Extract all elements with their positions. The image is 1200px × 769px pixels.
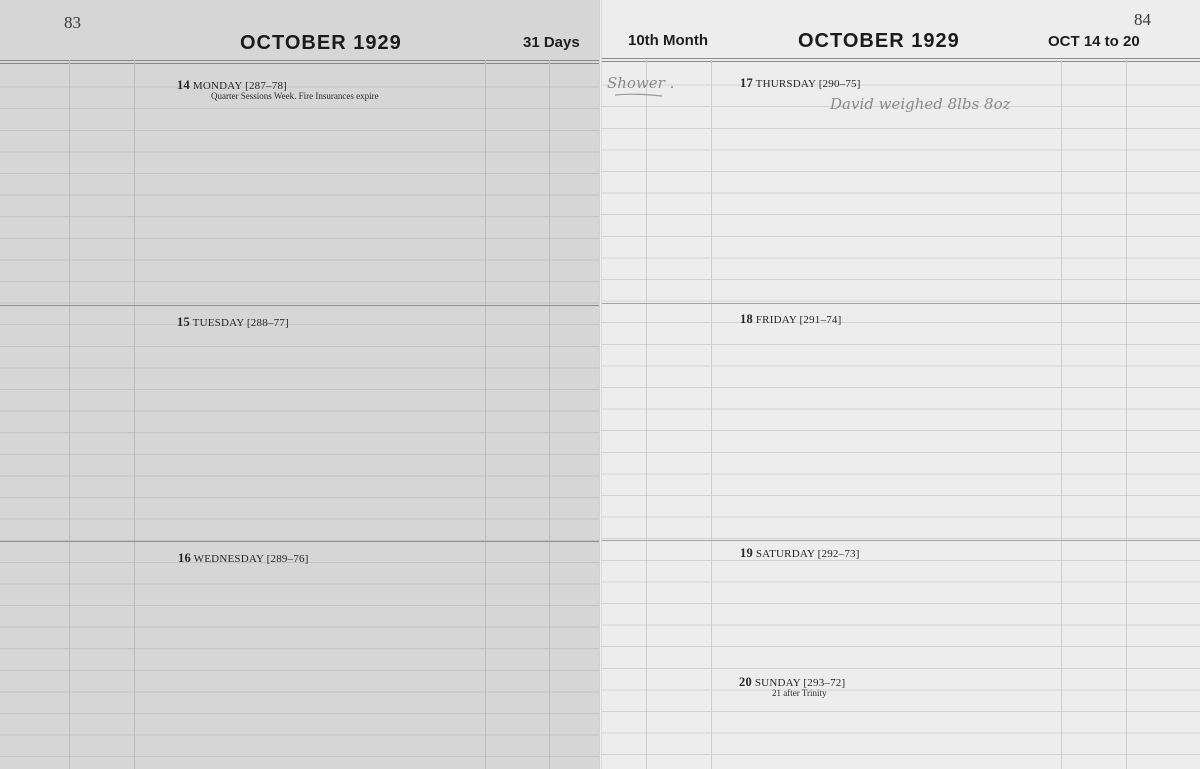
margin-handwriting: Shower . bbox=[607, 74, 675, 92]
day-divider bbox=[602, 540, 1200, 541]
day-number: 17 bbox=[740, 76, 753, 90]
day-number: 15 bbox=[177, 315, 190, 329]
day-number: 18 bbox=[740, 312, 753, 326]
day-label: MONDAY [287–78] bbox=[192, 80, 288, 92]
left-page bbox=[0, 0, 599, 769]
day-label: TUESDAY [288–77] bbox=[192, 317, 289, 329]
right-page-header bbox=[602, 0, 1200, 60]
left-page-header bbox=[0, 0, 599, 60]
page-title: OCTOBER 1929 bbox=[240, 32, 402, 54]
column-line bbox=[549, 60, 550, 769]
day-handwriting: David weighed 8lbs 8oz bbox=[830, 95, 1011, 113]
day-entry-friday bbox=[740, 312, 841, 327]
column-line bbox=[485, 60, 486, 769]
day-note: 21 after Trinity bbox=[772, 688, 827, 698]
day-divider bbox=[0, 305, 599, 306]
handwriting-underline bbox=[614, 92, 664, 98]
day-entry-tuesday bbox=[177, 315, 289, 330]
days-count: 31 Days bbox=[523, 34, 580, 51]
day-number: 14 bbox=[177, 78, 190, 92]
day-label: WEDNESDAY [289–76] bbox=[193, 553, 309, 565]
page-number: 83 bbox=[64, 13, 81, 32]
margin-line bbox=[646, 60, 647, 769]
day-number: 19 bbox=[740, 546, 753, 560]
day-divider bbox=[602, 303, 1200, 304]
column-line bbox=[1061, 60, 1062, 769]
day-entry-thursday bbox=[740, 76, 861, 91]
page-number: 84 bbox=[1134, 10, 1151, 29]
header-rule bbox=[602, 58, 1200, 62]
day-label: SUNDAY [293–72] bbox=[754, 677, 846, 689]
margin-line bbox=[711, 60, 712, 769]
day-divider bbox=[0, 541, 599, 542]
date-range: OCT 14 to 20 bbox=[1048, 33, 1140, 50]
column-line bbox=[1126, 60, 1127, 769]
margin-line bbox=[69, 60, 70, 769]
header-rule bbox=[0, 60, 599, 64]
day-entry-saturday bbox=[740, 546, 860, 561]
right-page bbox=[602, 0, 1200, 769]
day-number: 20 bbox=[739, 675, 752, 689]
day-label: FRIDAY [291–74] bbox=[755, 314, 842, 326]
day-entry-wednesday bbox=[178, 551, 309, 566]
month-label: 10th Month bbox=[628, 32, 708, 49]
day-label: THURSDAY [290–75] bbox=[755, 78, 861, 90]
day-note: Quarter Sessions Week. Fire Insurances expire bbox=[211, 91, 379, 101]
page-title: OCTOBER 1929 bbox=[798, 30, 960, 52]
margin-line bbox=[134, 60, 135, 769]
day-label: SATURDAY [292–73] bbox=[755, 548, 860, 560]
day-number: 16 bbox=[178, 551, 191, 565]
